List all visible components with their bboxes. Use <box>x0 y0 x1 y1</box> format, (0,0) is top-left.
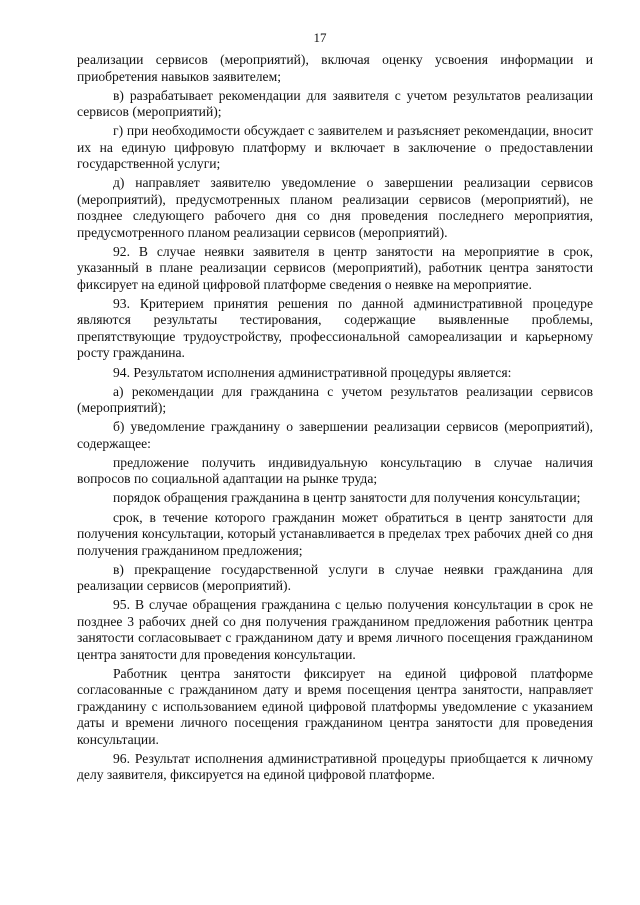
paragraph: 94. Результатом исполнения административной процедуры является: <box>113 364 512 380</box>
paragraph: порядок обращения гражданина в центр занятости для получения консультации; <box>113 490 581 506</box>
page-number: 17 <box>313 30 327 45</box>
paragraph: реализации сервисов (мероприятий), включая оценку усвоения информации и приобретения навыков заявителем; <box>77 52 593 84</box>
paragraph: срок, в течение которого гражданин может обратиться в центр занятости для получения консультации, который устанавливается в пределах трех рабочих дней со дня получения гражданином предложения; <box>77 509 593 558</box>
paragraph: 95. В случае обращения гражданина с целью получения консультации в срок не позднее 3 рабочих дней со дня получения гражданином предложения работник центра занятости согласовывает с гражданином дату и время личного посещения гражданином центра занятости для проведения консультации. <box>77 597 593 662</box>
paragraph: д) направляет заявителю уведомление о завершении реализации сервисов (мероприятий), предусмотренных планом реализации сервисов (мероприятий), не позднее следующего рабочего дня со дня проведения последнего мероприятия, предусмотренного планом реализации сервисов (мероприятий). <box>77 175 593 240</box>
paragraph: в) разрабатывает рекомендации для заявителя с учетом результатов реализации сервисов (мероприятий); <box>77 87 593 120</box>
paragraph: 96. Результат исполнения административной процедуры приобщается к личному делу заявителя, фиксируется на единой цифровой платформе. <box>77 750 593 783</box>
document-body <box>77 52 593 787</box>
paragraph: 93. Критерием принятия решения по данной административной процедуре являются результаты тестирования, содержащие выявленные проблемы, препятствующие трудоустройству, профессиональной самореализации и карьерному росту гражданина. <box>77 295 593 361</box>
paragraph: а) рекомендации для гражданина с учетом результатов реализации сервисов (мероприятий); <box>77 383 593 416</box>
paragraph: 92. В случае неявки заявителя в центр занятости на мероприятие в срок, указанный в плане реализации сервисов (мероприятий), работник центра занятости фиксирует на единой цифровой платформе сведения о неявке на мероприятие. <box>77 243 593 292</box>
paragraph: г) при необходимости обсуждает с заявителем и разъясняет рекомендации, вносит их на единую цифровую платформу и включает в заключение о предоставлении государственной услуги; <box>77 123 593 172</box>
paragraph: Работник центра занятости фиксирует на единой цифровой платформе согласованные с гражданином дату и время посещения центра занятости, направляет гражданину с использованием единой цифровой платформы уведомление с указанием даты и времени личного посещения гражданином центра занятости для проведения консультации. <box>77 665 593 747</box>
paragraph: в) прекращение государственной услуги в случае неявки гражданина для реализации сервисов (мероприятий). <box>77 561 593 594</box>
paragraph: б) уведомление гражданину о завершении реализации сервисов (мероприятий), содержащее: <box>77 419 593 451</box>
paragraph: предложение получить индивидуальную консультацию в случае наличия вопросов по социальной адаптации на рынке труда; <box>77 454 593 487</box>
